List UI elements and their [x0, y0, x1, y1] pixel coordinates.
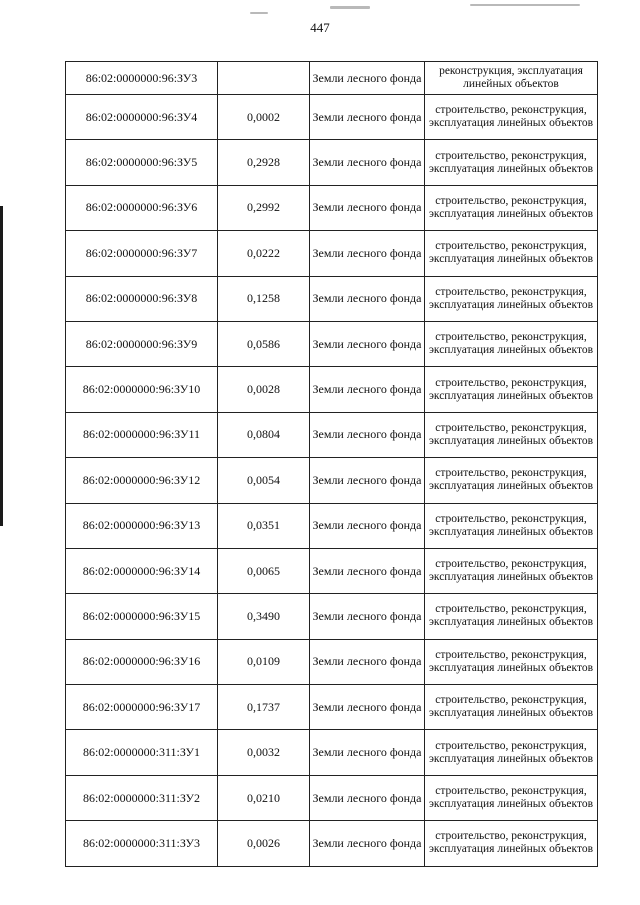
- table-row: [66, 594, 598, 639]
- table-row: [66, 367, 598, 412]
- table-row: [66, 458, 598, 503]
- area-cell: 0,2992: [218, 185, 310, 230]
- cadastral-number-cell: 86:02:0000000:96:ЗУ17: [66, 685, 218, 730]
- area-cell: 0,0054: [218, 458, 310, 503]
- table-row: [66, 276, 598, 321]
- land-category-cell: Земли лесного фонда: [310, 321, 425, 366]
- area-cell: 0,0028: [218, 367, 310, 412]
- area-cell: 0,0804: [218, 412, 310, 457]
- table-row: [66, 185, 598, 230]
- area-cell: 0,0065: [218, 548, 310, 593]
- land-category-cell: Земли лесного фонда: [310, 185, 425, 230]
- cadastral-number-cell: 86:02:0000000:96:ЗУ16: [66, 639, 218, 684]
- scan-speck: [250, 12, 268, 14]
- cadastral-number-cell: 86:02:0000000:96:ЗУ5: [66, 140, 218, 185]
- permitted-use-cell: строительство, реконструкция, эксплуатация линейных объектов: [425, 503, 598, 548]
- cadastral-number-cell: 86:02:0000000:96:ЗУ10: [66, 367, 218, 412]
- table-row: [66, 321, 598, 366]
- area-cell: 0,0586: [218, 321, 310, 366]
- land-category-cell: Земли лесного фонда: [310, 140, 425, 185]
- land-category-cell: Земли лесного фонда: [310, 367, 425, 412]
- table-row: [66, 95, 598, 140]
- cadastral-number-cell: 86:02:0000000:96:ЗУ3: [66, 62, 218, 95]
- area-cell: 0,0026: [218, 821, 310, 866]
- land-category-cell: Земли лесного фонда: [310, 503, 425, 548]
- land-category-cell: Земли лесного фонда: [310, 730, 425, 775]
- permitted-use-cell: строительство, реконструкция, эксплуатация линейных объектов: [425, 276, 598, 321]
- scan-edge-mark: [0, 206, 3, 526]
- land-category-cell: Земли лесного фонда: [310, 821, 425, 866]
- permitted-use-cell: строительство, реконструкция, эксплуатация линейных объектов: [425, 412, 598, 457]
- land-category-cell: Земли лесного фонда: [310, 458, 425, 503]
- cadastral-number-cell: 86:02:0000000:96:ЗУ4: [66, 95, 218, 140]
- land-category-cell: Земли лесного фонда: [310, 775, 425, 820]
- land-plot-table: [65, 61, 598, 867]
- cadastral-number-cell: 86:02:0000000:311:ЗУ1: [66, 730, 218, 775]
- permitted-use-cell: строительство, реконструкция, эксплуатация линейных объектов: [425, 140, 598, 185]
- land-category-cell: Земли лесного фонда: [310, 412, 425, 457]
- page-number: 447: [310, 20, 330, 35]
- table-body: [66, 62, 598, 867]
- area-cell: 0,0222: [218, 231, 310, 276]
- table-row: [66, 62, 598, 95]
- area-cell: 0,0210: [218, 775, 310, 820]
- area-cell: 0,0351: [218, 503, 310, 548]
- scan-speck: [330, 6, 370, 9]
- land-category-cell: Земли лесного фонда: [310, 685, 425, 730]
- cadastral-number-cell: 86:02:0000000:96:ЗУ7: [66, 231, 218, 276]
- cadastral-number-cell: 86:02:0000000:96:ЗУ11: [66, 412, 218, 457]
- land-category-cell: Земли лесного фонда: [310, 548, 425, 593]
- land-category-cell: Земли лесного фонда: [310, 276, 425, 321]
- cadastral-number-cell: 86:02:0000000:96:ЗУ8: [66, 276, 218, 321]
- scan-speck: [470, 4, 580, 6]
- table-row: [66, 639, 598, 684]
- permitted-use-cell: строительство, реконструкция, эксплуатация линейных объектов: [425, 730, 598, 775]
- area-cell: 0,2928: [218, 140, 310, 185]
- permitted-use-cell: реконструкция, эксплуатация линейных объектов: [425, 62, 598, 95]
- area-cell: [218, 62, 310, 95]
- area-cell: 0,0002: [218, 95, 310, 140]
- land-category-cell: Земли лесного фонда: [310, 594, 425, 639]
- area-cell: 0,1737: [218, 685, 310, 730]
- table-row: [66, 730, 598, 775]
- permitted-use-cell: строительство, реконструкция, эксплуатация линейных объектов: [425, 821, 598, 866]
- cadastral-number-cell: 86:02:0000000:96:ЗУ14: [66, 548, 218, 593]
- cadastral-number-cell: 86:02:0000000:96:ЗУ13: [66, 503, 218, 548]
- land-category-cell: Земли лесного фонда: [310, 62, 425, 95]
- area-cell: 0,1258: [218, 276, 310, 321]
- permitted-use-cell: строительство, реконструкция, эксплуатация линейных объектов: [425, 685, 598, 730]
- land-category-cell: Земли лесного фонда: [310, 639, 425, 684]
- table-row: [66, 231, 598, 276]
- table-row: [66, 685, 598, 730]
- permitted-use-cell: строительство, реконструкция, эксплуатация линейных объектов: [425, 775, 598, 820]
- cadastral-number-cell: 86:02:0000000:96:ЗУ6: [66, 185, 218, 230]
- permitted-use-cell: строительство, реконструкция, эксплуатация линейных объектов: [425, 231, 598, 276]
- land-category-cell: Земли лесного фонда: [310, 231, 425, 276]
- table-row: [66, 412, 598, 457]
- permitted-use-cell: строительство, реконструкция, эксплуатация линейных объектов: [425, 458, 598, 503]
- cadastral-number-cell: 86:02:0000000:96:ЗУ15: [66, 594, 218, 639]
- permitted-use-cell: строительство, реконструкция, эксплуатация линейных объектов: [425, 95, 598, 140]
- area-cell: 0,3490: [218, 594, 310, 639]
- land-category-cell: Земли лесного фонда: [310, 95, 425, 140]
- table-row: [66, 548, 598, 593]
- cadastral-number-cell: 86:02:0000000:311:ЗУ2: [66, 775, 218, 820]
- cadastral-number-cell: 86:02:0000000:96:ЗУ12: [66, 458, 218, 503]
- table-row: [66, 821, 598, 866]
- table-row: [66, 775, 598, 820]
- permitted-use-cell: строительство, реконструкция, эксплуатация линейных объектов: [425, 639, 598, 684]
- table-row: [66, 503, 598, 548]
- permitted-use-cell: строительство, реконструкция, эксплуатация линейных объектов: [425, 321, 598, 366]
- area-cell: 0,0032: [218, 730, 310, 775]
- permitted-use-cell: строительство, реконструкция, эксплуатация линейных объектов: [425, 594, 598, 639]
- permitted-use-cell: строительство, реконструкция, эксплуатация линейных объектов: [425, 548, 598, 593]
- table-row: [66, 140, 598, 185]
- cadastral-number-cell: 86:02:0000000:311:ЗУ3: [66, 821, 218, 866]
- cadastral-number-cell: 86:02:0000000:96:ЗУ9: [66, 321, 218, 366]
- permitted-use-cell: строительство, реконструкция, эксплуатация линейных объектов: [425, 367, 598, 412]
- area-cell: 0,0109: [218, 639, 310, 684]
- permitted-use-cell: строительство, реконструкция, эксплуатация линейных объектов: [425, 185, 598, 230]
